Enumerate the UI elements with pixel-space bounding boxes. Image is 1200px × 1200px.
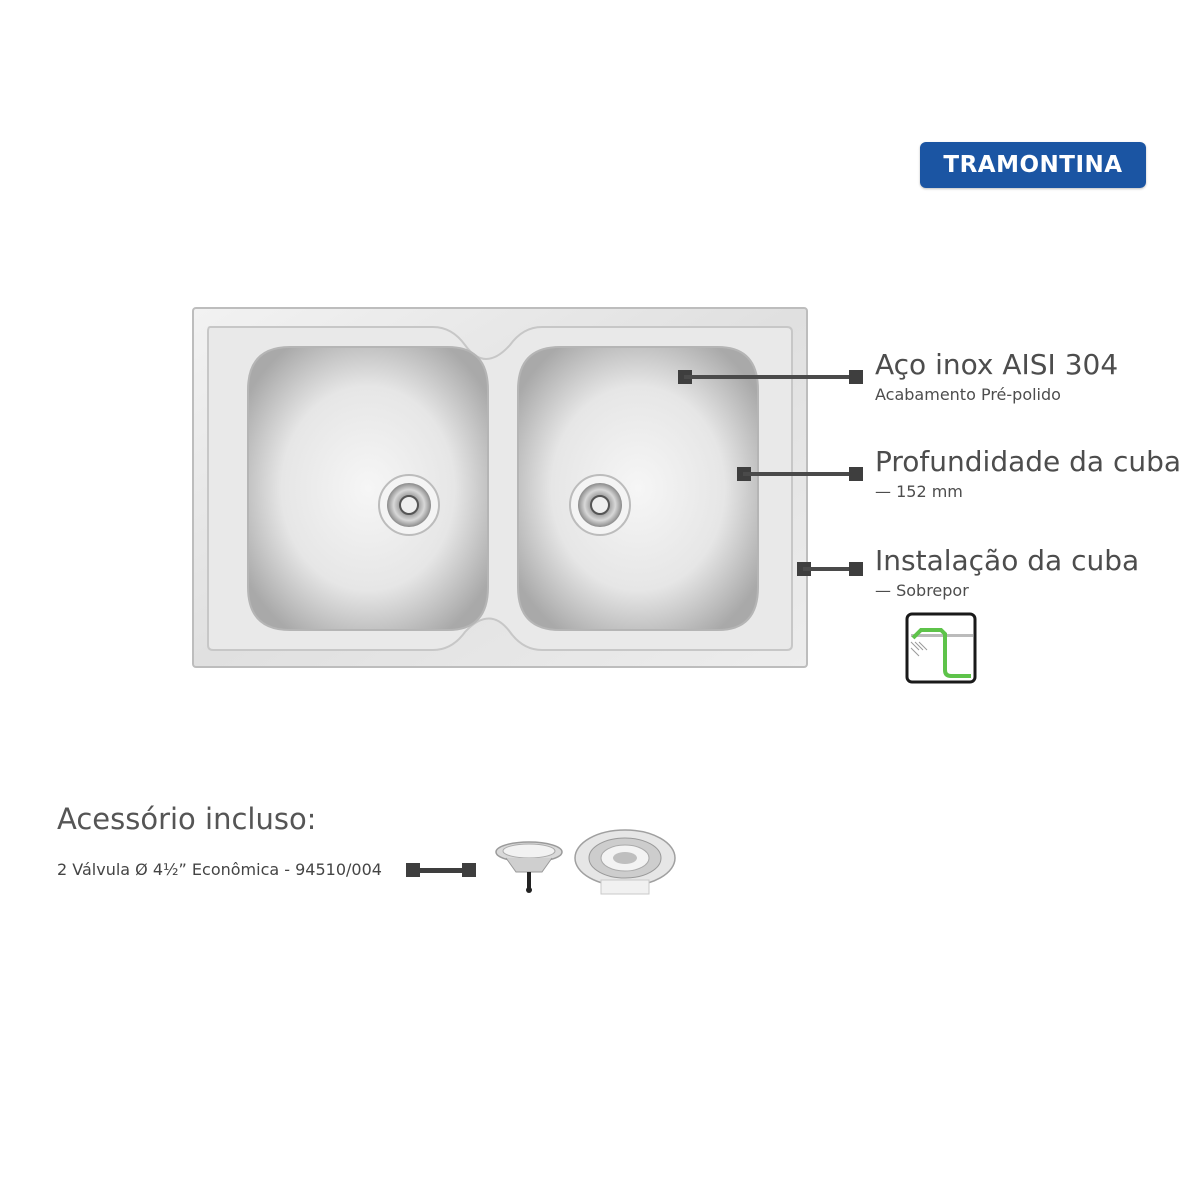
feature-installation-subtitle: — Sobrepor (875, 581, 969, 600)
callout-marker-steel (849, 370, 863, 384)
tramontina-logo: TRAMONTINA (920, 142, 1146, 188)
feature-installation-title: Instalação da cuba (875, 544, 1140, 577)
feature-depth (875, 445, 1181, 501)
feature-depth-subtitle: — 152 mm (875, 482, 963, 501)
callout-line-depth (743, 472, 854, 476)
feature-depth-title: Profundidade da cuba (875, 445, 1182, 478)
feature-steel-title: Aço inox AISI 304 (875, 348, 1119, 381)
callout-marker-depth (849, 467, 863, 481)
callout-marker-installation (849, 562, 863, 576)
accessories-title: Acessório incluso: (57, 802, 317, 836)
callout-line-steel (684, 375, 854, 379)
callout-line-installation (803, 567, 854, 571)
accessory-callout-anchor (406, 863, 420, 877)
feature-steel (875, 348, 1118, 404)
double-bowl-sink-image (190, 305, 810, 670)
sobrepor-installation-icon (905, 612, 977, 684)
right-drain-icon (570, 475, 630, 535)
feature-steel-subtitle: Acabamento Pré-polido (875, 385, 1061, 404)
left-drain-icon (379, 475, 439, 535)
strainer-basket-icon (494, 838, 564, 894)
accessory-item: 2 Válvula Ø 4½” Econômica - 94510/004 (57, 860, 382, 879)
accessory-callout-marker (462, 863, 476, 877)
feature-installation (875, 544, 1139, 600)
drain-valve-icon (573, 828, 677, 900)
